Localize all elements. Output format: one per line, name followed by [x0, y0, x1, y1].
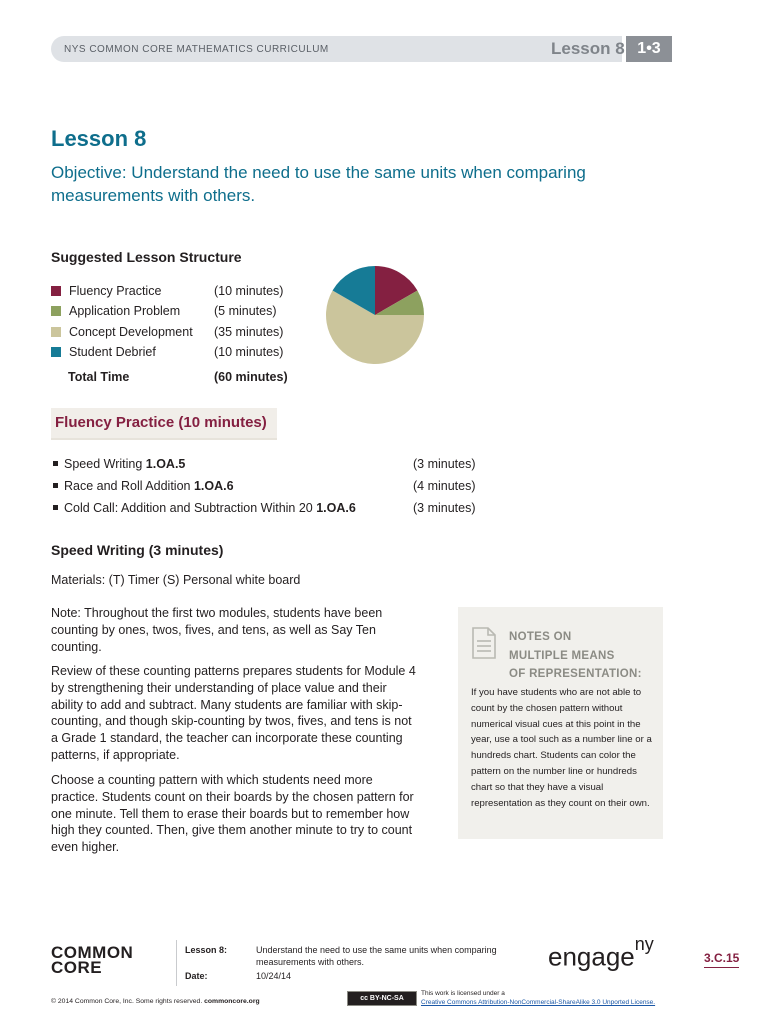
structure-minutes: (5 minutes)	[214, 304, 277, 318]
structure-heading: Suggested Lesson Structure	[51, 249, 242, 265]
curriculum-title: NYS COMMON CORE MATHEMATICS CURRICULUM	[64, 44, 329, 55]
paragraph-review: Review of these counting patterns prepares students for Module 4 by strengthening their understanding of place value and their ability to add and subtract. Many students are familiar with skip-counting, and though skip-counting by twos, fives, and tens is not a Grade 1 standard, the teacher can incorporate these counting patterns, if appropriate.	[51, 664, 416, 762]
module-badge: 1•3	[626, 36, 672, 62]
activity-item: Cold Call: Addition and Subtraction Within 20 1.OA.6	[51, 499, 356, 517]
engageny-logo: engage$^{ny}$	[548, 934, 654, 972]
structure-minutes: (35 minutes)	[214, 325, 284, 339]
license-text: This work is licensed under a	[421, 990, 505, 997]
footer-date: 10/24/14	[256, 971, 292, 981]
header-lesson: Lesson 8	[551, 39, 625, 58]
total-time-minutes: (60 minutes)	[214, 370, 288, 384]
activity-minutes: (3 minutes)	[413, 501, 476, 515]
paragraph-choose: Choose a counting pattern with which students need more practice. Students count on their boards by the chosen pattern for one minute. Tell them to erase their boards but to remember how high they counted. Then, give them another minute to try to count even higher.	[51, 773, 414, 855]
fluency-heading: Fluency Practice (10 minutes)	[55, 414, 267, 431]
footer-date-label: Date:	[185, 971, 208, 981]
swatch-concept	[51, 327, 61, 337]
swatch-debrief	[51, 347, 61, 357]
materials: Materials: (T) Timer (S) Personal white board	[51, 573, 301, 587]
bullet-icon	[53, 483, 58, 488]
cc-license-badge: cc BY-NC-SA	[347, 991, 417, 1006]
footer-divider	[176, 940, 177, 986]
sidebar-body: If you have students who are not able to count by the chosen pattern without numerical visual cues at this point in the year, use a tool such as a number line or a hundreds chart. Students can color the pattern on the number line or hundreds chart so that they have a visual representation as they count on their own.	[471, 687, 652, 809]
lesson-structure-pie	[326, 266, 424, 364]
bullet-icon	[53, 505, 58, 510]
lesson-title: Lesson 8	[51, 126, 147, 151]
activity-minutes: (4 minutes)	[413, 479, 476, 493]
copyright: © 2014 Common Core, Inc. Some rights reserved. commoncore.org	[51, 998, 260, 1005]
common-core-logo: COMMON CORE	[51, 943, 134, 977]
footer-lesson-label: Lesson 8:	[185, 945, 228, 955]
structure-item: Application Problem	[51, 302, 180, 320]
page-number: 3.C.15	[704, 951, 739, 968]
objective: Objective: Understand the need to use the same units when comparing measurements with others.	[51, 163, 586, 205]
sidebar-heading: NOTES ON MULTIPLE MEANS OF REPRESENTATION:	[509, 631, 642, 680]
swatch-application	[51, 306, 61, 316]
footer-lesson-text: Understand the need to use the same units when comparing measurements with others.	[256, 945, 497, 967]
activity-minutes: (3 minutes)	[413, 457, 476, 471]
structure-item: Student Debrief	[51, 343, 156, 361]
document-icon	[472, 627, 496, 659]
structure-minutes: (10 minutes)	[214, 284, 284, 298]
structure-item: Fluency Practice	[51, 282, 161, 300]
speed-writing-heading: Speed Writing (3 minutes)	[51, 542, 224, 558]
bullet-icon	[53, 461, 58, 466]
structure-minutes: (10 minutes)	[214, 345, 284, 359]
activity-item: Speed Writing 1.OA.5	[51, 455, 185, 473]
total-time-label: Total Time	[68, 370, 130, 384]
swatch-fluency	[51, 286, 61, 296]
paragraph-note: Note: Throughout the first two modules, students have been counting by ones, twos, fives, and tens, as well as Say Ten counting.	[51, 606, 383, 654]
license-link[interactable]: Creative Commons Attribution-NonCommercial-ShareAlike 3.0 Unported License.	[421, 999, 656, 1006]
structure-item: Concept Development	[51, 323, 193, 341]
activity-item: Race and Roll Addition 1.OA.6	[51, 477, 234, 495]
